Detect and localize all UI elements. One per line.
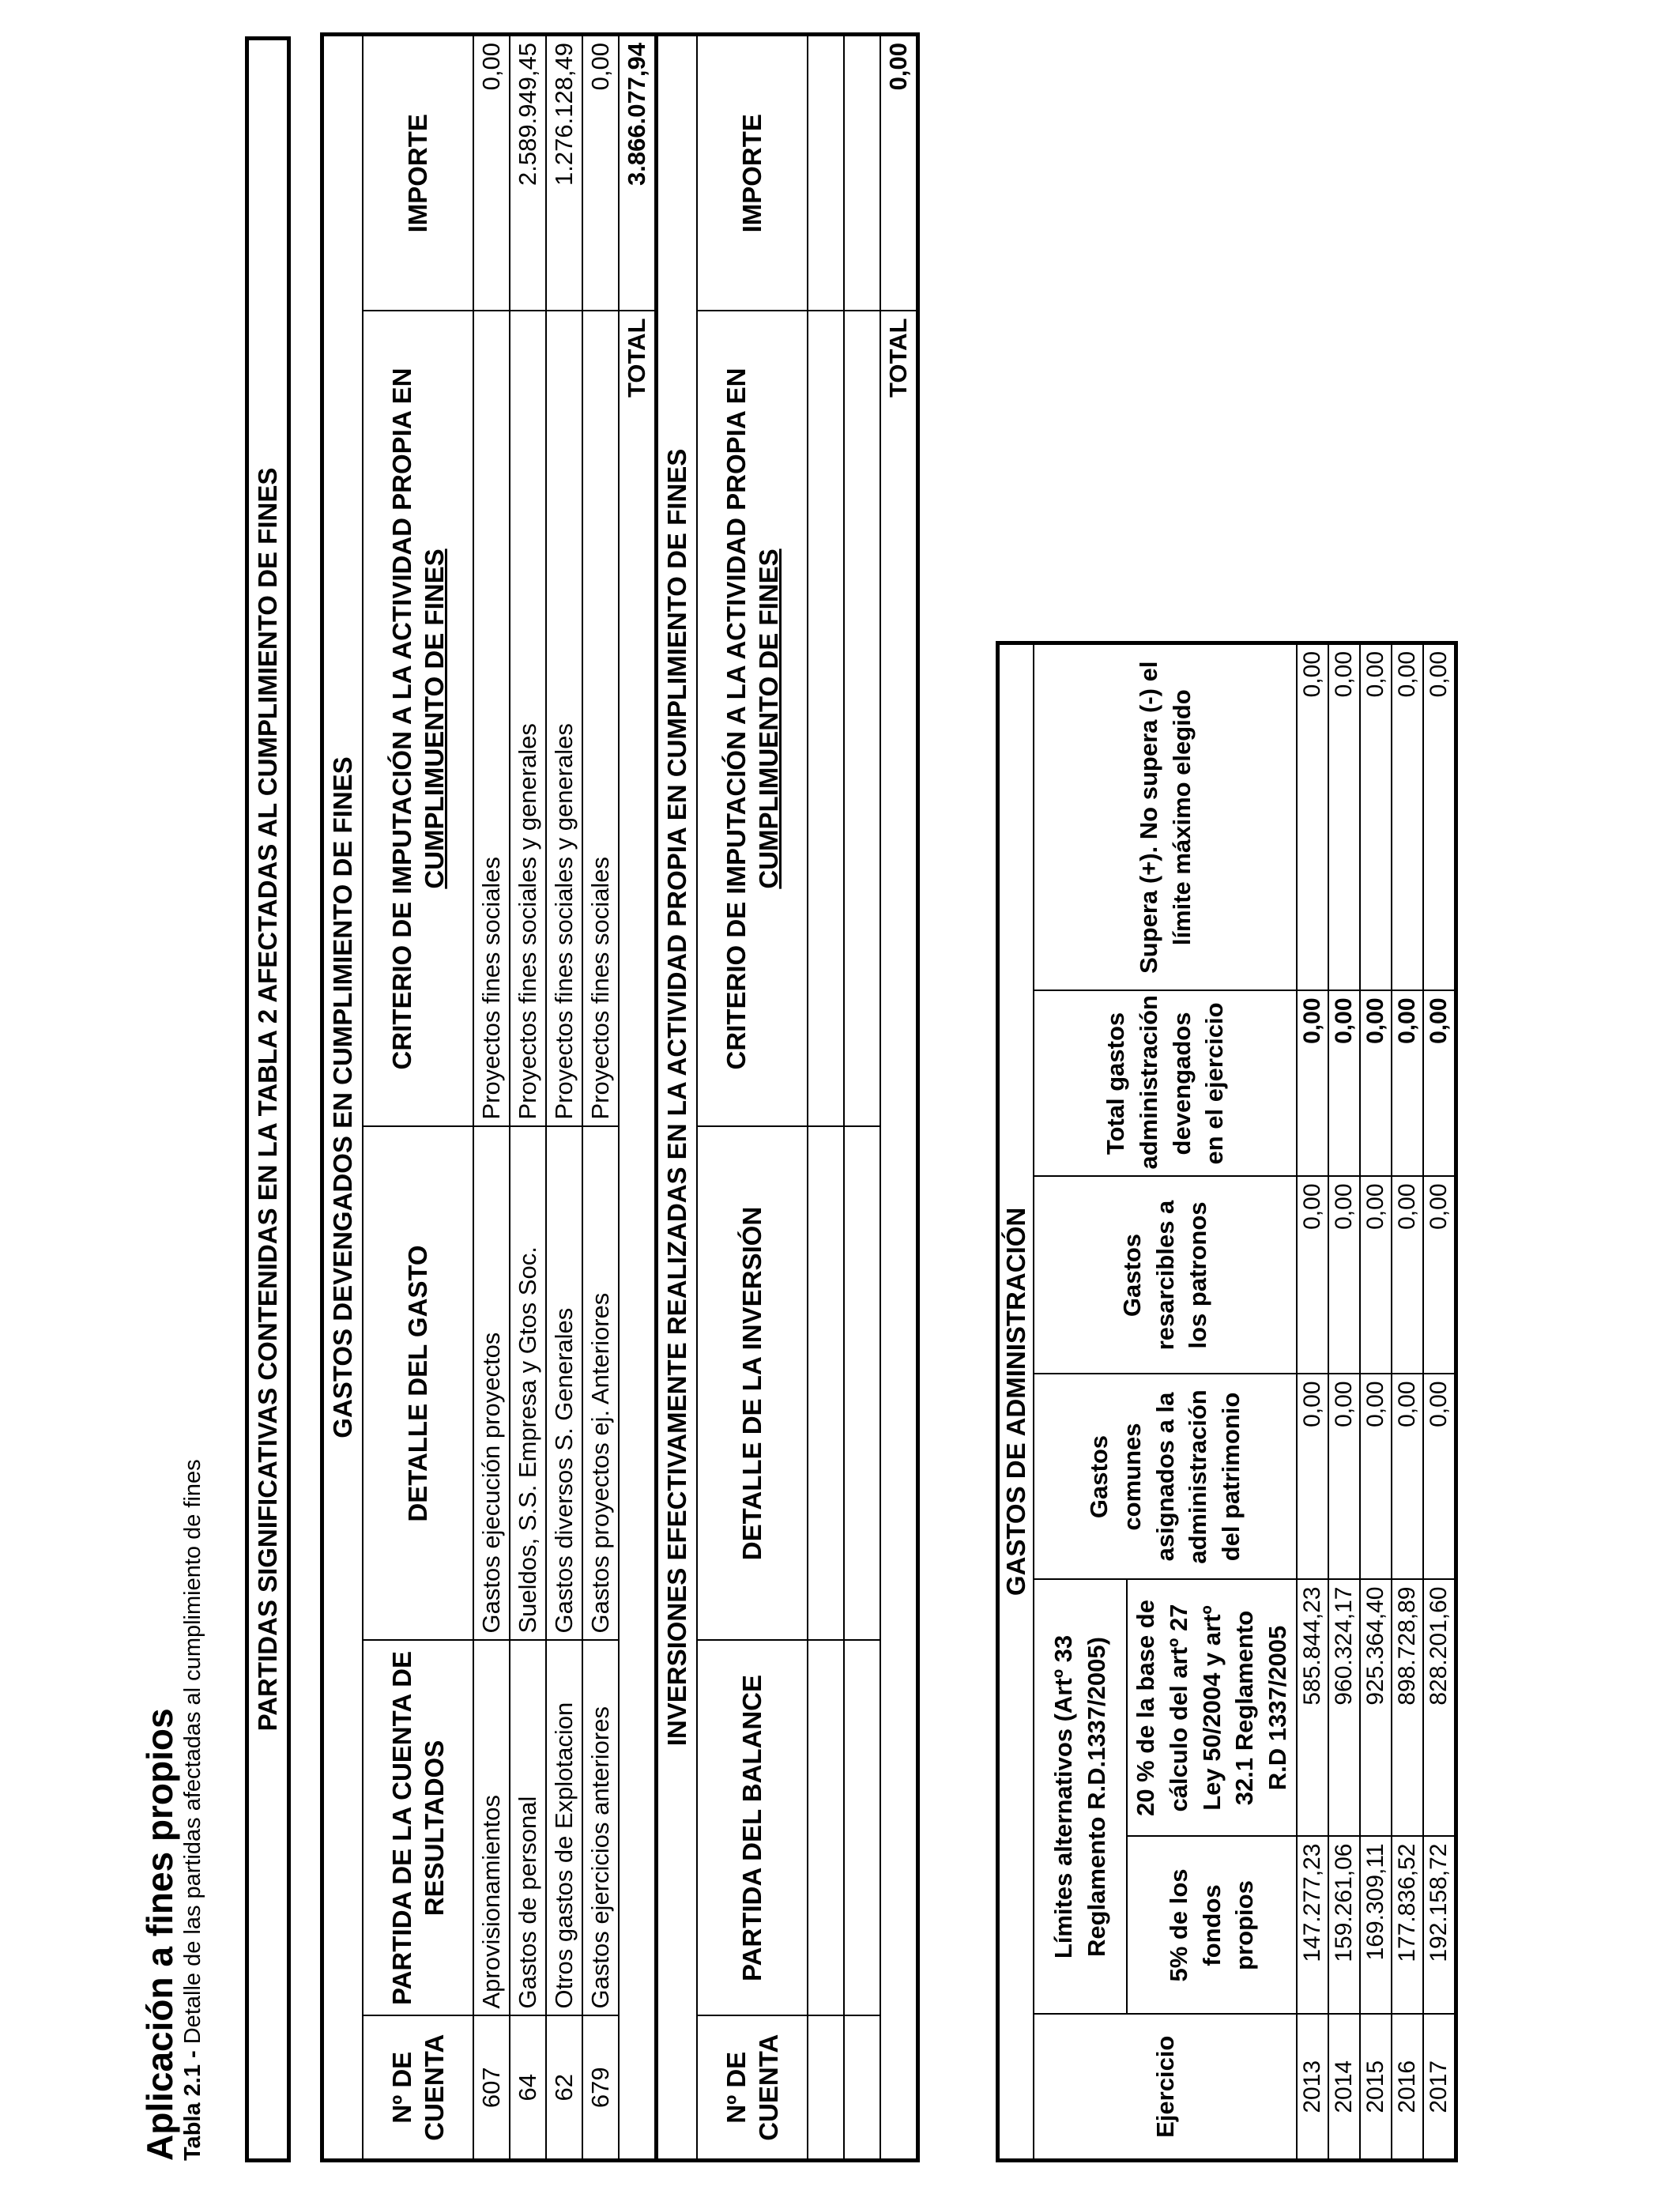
gastos-criterio-line1: CRITERIO DE IMPUTACIÓN A LA ACTIVIDAD PROPIA EN (386, 368, 416, 1070)
table-row (1392, 643, 1423, 2160)
table-row (473, 34, 510, 2160)
inv-header-criterio (697, 311, 808, 1127)
inv-header-cuenta: Nº DE CUENTA (697, 2016, 808, 2161)
ejercicio-cell: 2017 (1423, 2015, 1456, 2161)
subtitle-text: Detalle de las partidas afectadas al cumplimiento de fines (180, 1459, 205, 2051)
detalle-cell: Gastos diversos S. Generales (546, 1127, 582, 1641)
importe-cell: 1.276.128,49 (546, 34, 582, 311)
cinco-cell: 159.261,06 (1328, 1837, 1360, 2015)
supera-cell: 0,00 (1392, 643, 1423, 990)
partida-cell: Gastos de personal (510, 1641, 546, 2016)
comunes-cell: 0,00 (1328, 1374, 1360, 1580)
cinco-cell: 147.277,23 (1297, 1837, 1328, 2015)
resarcibles-cell: 0,00 (1423, 1177, 1456, 1374)
admin-header-veinte: 20 % de la base de cálculo del artº 27 Ley 50/2004 y artº 32.1 Reglamento R.D 1337/2005 (1127, 1580, 1297, 1837)
subtitle-prefix: Tabla 2.1 - (180, 2050, 205, 2161)
importe-cell: 2.589.949,45 (510, 34, 546, 311)
inv-total-label: TOTAL (880, 311, 918, 2161)
gastos-total-value: 3.866.077,94 (619, 34, 657, 311)
inv-header-detalle: DETALLE DE LA INVERSIÓN (697, 1127, 808, 1641)
table-row (1328, 643, 1360, 2160)
banner-title: PARTIDAS SIGNIFICATIVAS CONTENIDAS EN LA TABLA 2 AFECTADAS AL CUMPLIMIENTO DE FINES (247, 39, 289, 2161)
criterio-cell: Proyectos fines sociales y generales (510, 311, 546, 1127)
veinte-cell: 898.728,89 (1392, 1580, 1423, 1837)
ejercicio-cell: 2016 (1392, 2015, 1423, 2161)
partida-cell: Otros gastos de Explotacion (546, 1641, 582, 2016)
inv-total-value: 0,00 (880, 34, 918, 311)
gastos-header-importe: IMPORTE (363, 34, 473, 311)
page-subtitle (180, 1459, 206, 2161)
partida-cell: Gastos ejercicios anteriores (582, 1641, 619, 2016)
importe-cell: 0,00 (473, 34, 510, 311)
ejercicio-cell: 2014 (1328, 2015, 1360, 2161)
table-row (1423, 643, 1456, 2160)
gastos-section-title: GASTOS DEVENGADOS EN CUMPLIMIENTO DE FINES (322, 34, 363, 2160)
resarcibles-cell: 0,00 (1328, 1177, 1360, 1374)
supera-cell: 0,00 (1360, 643, 1392, 990)
cuenta-cell: 64 (510, 2016, 546, 2161)
page-title: Aplicación a fines propios (139, 1708, 180, 2161)
supera-cell: 0,00 (1297, 643, 1328, 990)
partida-cell: Aprovisionamientos (473, 1641, 510, 2016)
detalle-cell: Sueldos, S.S. Empresa y Gtos Soc. (510, 1127, 546, 1641)
table-row (582, 34, 619, 2160)
detalle-cell: Gastos ejecución proyectos (473, 1127, 510, 1641)
admin-header-ejercicio: Ejercicio (1034, 2015, 1297, 2161)
admin-header-limites: Límites alternativos (Artº 33 Reglamento R.D.1337/2005) (1034, 1580, 1127, 2015)
veinte-cell: 960.324,17 (1328, 1580, 1360, 1837)
total-cell: 0,00 (1328, 991, 1360, 1177)
comunes-cell: 0,00 (1392, 1374, 1423, 1580)
inv-header-partida: PARTIDA DEL BALANCE (697, 1641, 808, 2016)
ejercicio-cell: 2013 (1297, 2015, 1328, 2161)
gastos-administracion-table (996, 641, 1458, 2162)
comunes-cell: 0,00 (1360, 1374, 1392, 1580)
table-row (1297, 643, 1328, 2160)
empty-row (844, 34, 880, 2160)
cuenta-cell: 679 (582, 2016, 619, 2161)
cuenta-cell: 62 (546, 2016, 582, 2161)
supera-cell: 0,00 (1423, 643, 1456, 990)
partidas-table (320, 32, 920, 2162)
inv-header-importe: IMPORTE (697, 34, 808, 311)
supera-cell: 0,00 (1328, 643, 1360, 990)
criterio-cell: Proyectos fines sociales (473, 311, 510, 1127)
veinte-cell: 585.844,23 (1297, 1580, 1328, 1837)
veinte-cell: 925.364,40 (1360, 1580, 1392, 1837)
table-row (546, 34, 582, 2160)
inversiones-section-title: INVERSIONES EFECTIVAMENTE REALIZADAS EN LA ACTIVIDAD PROPIA EN CUMPLIMIENTO DE FINES (657, 34, 698, 2160)
table-row (1360, 643, 1392, 2160)
resarcibles-cell: 0,00 (1392, 1177, 1423, 1374)
inv-criterio-line2: CUMPLIMUENTO DE FINES (754, 548, 783, 889)
gastos-total-label: TOTAL (619, 311, 657, 2161)
admin-header-supera: Supera (+). No supera (-) el límite máximo elegido (1034, 643, 1297, 990)
ejercicio-cell: 2015 (1360, 2015, 1392, 2161)
cinco-cell: 177.836,52 (1392, 1837, 1423, 2015)
admin-section-title: GASTOS DE ADMINISTRACIÓN (998, 643, 1034, 2160)
total-cell: 0,00 (1392, 991, 1423, 1177)
cinco-cell: 192.158,72 (1423, 1837, 1456, 2015)
criterio-cell: Proyectos fines sociales y generales (546, 311, 582, 1127)
admin-header-comunes: Gastos comunes asignados a la administración del patrimonio (1034, 1374, 1297, 1580)
comunes-cell: 0,00 (1297, 1374, 1328, 1580)
veinte-cell: 828.201,60 (1423, 1580, 1456, 1837)
banner-table (245, 36, 291, 2162)
table-row (510, 34, 546, 2160)
importe-cell: 0,00 (582, 34, 619, 311)
gastos-criterio-line2: CUMPLIMUENTO DE FINES (420, 548, 449, 889)
comunes-cell: 0,00 (1423, 1374, 1456, 1580)
empty-row (808, 34, 844, 2160)
inv-criterio-line1: CRITERIO DE IMPUTACIÓN A LA ACTIVIDAD PROPIA EN (721, 368, 751, 1070)
admin-header-cinco: 5% de los fondos propios (1127, 1837, 1297, 2015)
resarcibles-cell: 0,00 (1297, 1177, 1328, 1374)
cuenta-cell: 607 (473, 2016, 510, 2161)
gastos-header-detalle: DETALLE DEL GASTO (363, 1127, 473, 1641)
cinco-cell: 169.309,11 (1360, 1837, 1392, 2015)
total-cell: 0,00 (1297, 991, 1328, 1177)
total-cell: 0,00 (1360, 991, 1392, 1177)
total-cell: 0,00 (1423, 991, 1456, 1177)
detalle-cell: Gastos proyectos ej. Anteriores (582, 1127, 619, 1641)
gastos-header-cuenta: Nº DE CUENTA (363, 2016, 473, 2161)
criterio-cell: Proyectos fines sociales (582, 311, 619, 1127)
resarcibles-cell: 0,00 (1360, 1177, 1392, 1374)
admin-header-resarcibles: Gastos resarcibles a los patronos (1034, 1177, 1297, 1374)
gastos-header-criterio (363, 311, 473, 1127)
gastos-header-partida: PARTIDA DE LA CUENTA DE RESULTADOS (363, 1641, 473, 2016)
admin-header-total: Total gastos administración devengados en el ejercicio (1034, 991, 1297, 1177)
